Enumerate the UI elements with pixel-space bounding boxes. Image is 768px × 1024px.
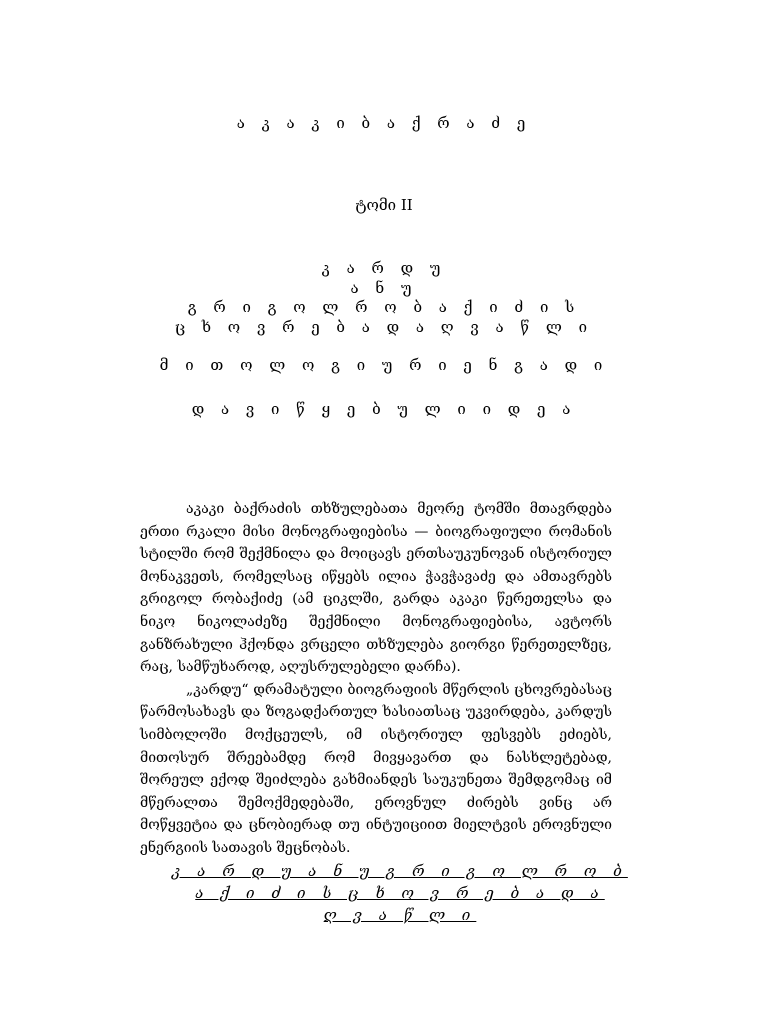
title-line-3: გ რ ი გ ო ლ რ ო ბ ა ქ ი ძ ი ს: [187, 298, 581, 316]
title-line-2: ა ნ უ: [350, 279, 418, 297]
section-heading-line-1: კ ა რ დ უ ა ნ უ გ რ ი გ ო ლ რ ო ბ ა ქ ი ძ ი ს ც ხ ო ვ რ ე ბ ა დ ა: [172, 862, 628, 902]
intro-paragraph-2: „კარდუ“ დრამატული ბიოგრაფიის მწერლის ცხოვრებასაც წარმოსახავს და ზოგადქართულ ხასიათსაც უკვირდება, კარდუს სიმბოლოში მოქცეულს, იმ ისტორიულ ფესვებს ეძიებს, მითოსურ შრეებამდე რომ მივყავართ და ნასხლეტებად, შორეულ ექოდ შეიძლება გახმიანდეს საუკუნეთა შემდგომაც იმ მწერალთა შემოქმედებაში, ეროვნულ ძირებს ვინც არ მოწყვეტია და ცნობიერად თუ ინტუიციით მიელტვის ეროვნული ენერგიის სათავის შეცნობას.: [140, 681, 612, 856]
intro-paragraph-1: აკაკი ბაქრაძის თხზულებათა მეორე ტომში მთავრდება ერთი რკალი მისი მონოგრაფიებისა — ბიოგრაფიული რომანის სტილში რომ შექმნილა და მოიცავს ერთსაუკუნოვან ისტორიულ მონაკვეთს, რომელსაც იწყებს ილია ჭავჭავაძე და ამთავრებს გრიგოლ რობაქიძე (ამ ციკლში, გარდა აკაკი წერეთელსა და ნიკო ნიკოლაძეზე შექმნილი მონოგრაფიებისა, ავტორს განზრახული ჰქონდა ვრცელი თხზულება გიორგი წერეთელზეც, რაც, სამწუხაროდ, აღუსრულებელი დარჩა).: [140, 501, 612, 676]
section-heading-line-2: ღ ვ ა წ ლ ი: [323, 906, 477, 924]
volume-label: ტომი II: [355, 196, 413, 214]
author-name: ა კ ა კ ი ბ ა ქ რ ა ძ ე: [236, 114, 532, 132]
section-heading: [160, 860, 640, 926]
subtitle-forgotten-idea: დ ა ვ ი წ ყ ე ბ უ ლ ი ი დ ე ა: [191, 400, 577, 418]
title-line-1: კ ა რ დ უ: [321, 259, 447, 277]
title-line-4: ც ხ ო ვ რ ე ბ ა დ ა ღ ვ ა წ ლ ი: [174, 318, 594, 336]
intro-text: [140, 498, 612, 860]
subtitle-mythological: მ ი თ ო ლ ო გ ი უ რ ი ე ნ გ ა დ ი: [159, 356, 609, 374]
